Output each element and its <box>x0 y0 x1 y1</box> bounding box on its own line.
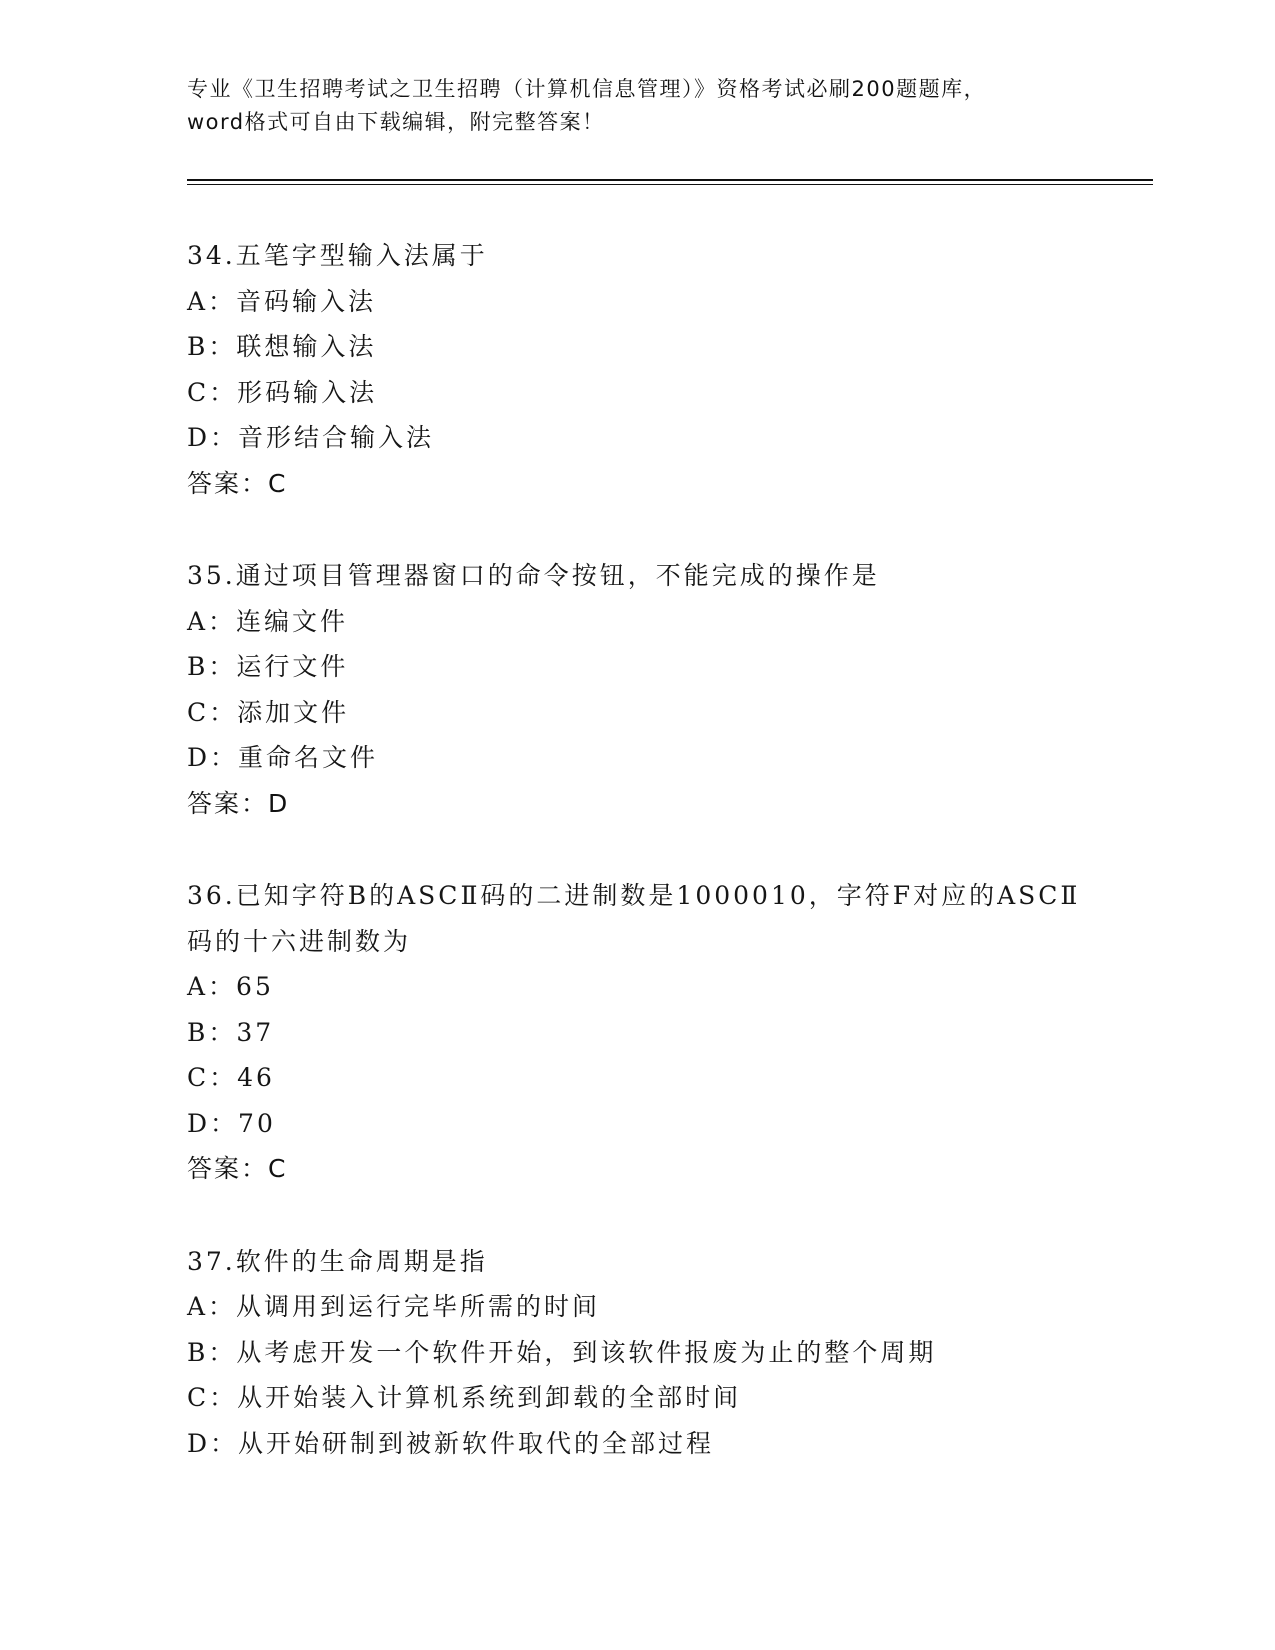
option-a: A：音码输入法 <box>187 286 377 316</box>
option-b: B：运行文件 <box>187 652 349 681</box>
option-c: C：从开始装入计算机系统到卸载的全部时间 <box>187 1383 742 1412</box>
question-stem-continued: 码的十六进制数为 <box>187 926 412 956</box>
option-d: D：音形结合输入法 <box>187 423 435 452</box>
header-divider-thin <box>187 184 1153 185</box>
question-34 <box>187 233 1107 506</box>
option-a: A：65 <box>187 972 274 1001</box>
option-b: B：联想输入法 <box>187 332 377 361</box>
option-c: C：添加文件 <box>187 697 350 727</box>
document-header <box>187 73 1087 139</box>
header-title-line-1: 专业《卫生招聘考试之卫生招聘（计算机信息管理）》资格考试必刷200题题库， <box>187 77 987 101</box>
option-d: D：从开始研制到被新软件取代的全部过程 <box>187 1428 715 1458</box>
question-list <box>187 233 1107 1513</box>
option-c: C：46 <box>187 1063 275 1092</box>
answer-line: 答案：C <box>187 468 288 498</box>
question-stem: 34.五笔字型输入法属于 <box>187 241 488 270</box>
answer-line: 答案：D <box>187 788 290 818</box>
question-37 <box>187 1239 1107 1467</box>
option-b: B：从考虑开发一个软件开始，到该软件报废为止的整个周期 <box>187 1337 937 1367</box>
option-a: A：从调用到运行完毕所需的时间 <box>187 1292 601 1321</box>
question-stem: 35.通过项目管理器窗口的命令按钮，不能完成的操作是 <box>187 561 880 590</box>
header-divider <box>187 179 1153 181</box>
option-c: C：形码输入法 <box>187 377 378 407</box>
header-title-line-2: word格式可自由下载编辑，附完整答案！ <box>187 110 605 134</box>
question-stem: 36.已知字符B的ASCⅡ码的二进制数是1000010，字符F对应的ASCⅡ <box>187 881 1081 910</box>
question-35 <box>187 553 1107 826</box>
option-b: B：37 <box>187 1017 275 1047</box>
question-stem: 37.软件的生命周期是指 <box>187 1246 488 1276</box>
option-d: D：重命名文件 <box>187 743 379 772</box>
option-a: A：连编文件 <box>187 606 349 636</box>
question-36 <box>187 873 1107 1192</box>
option-d: D：70 <box>187 1108 276 1138</box>
answer-line: 答案：C <box>187 1154 288 1183</box>
